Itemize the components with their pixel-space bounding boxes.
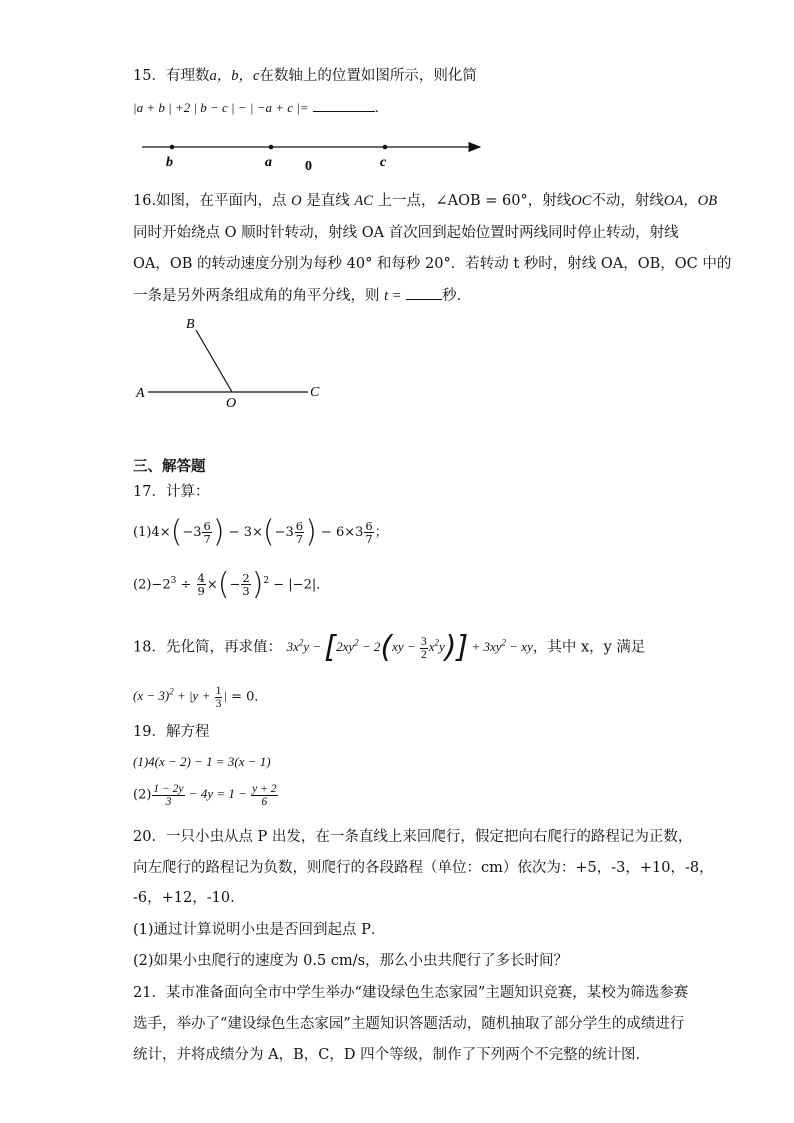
q19-title: 19．解方程 <box>133 724 210 740</box>
q17-part2: $(2)-2^3$ ÷ $\frac{4}{9}$ ×(− $\frac{2}{3}$ )$^2$ − |−2|． <box>133 566 330 602</box>
q16-line3: OA，OB 的转动速度分别为每秒 40° 和每秒 20°．若转动 t 秒时，射线 OA，OB，OC 中的 <box>133 256 732 272</box>
label-o: O <box>226 396 237 411</box>
q16-line1: 16.如图，在平面内，点 O 是直线 AC 上一点，∠AOB = 60°，射线OC不动，射线OA，OB <box>133 193 718 209</box>
point-c <box>383 145 388 150</box>
section-heading: 三、解答题 <box>133 458 206 475</box>
q18-line1: 18．先化简，再求值： $3x^2y - [2xy^2 - 2(xy$ − $\frac{3}{2}$ $x^2y)] + 3xy^2$ − xy，其中 x，y 满足 <box>133 630 646 666</box>
answer-blank[interactable] <box>313 111 375 112</box>
q15-title: 15．有理数a，b，c在数轴上的位置如图所示，则化简 <box>133 68 477 84</box>
label-c: c <box>380 155 387 170</box>
point-b <box>170 145 175 150</box>
answer-blank[interactable] <box>406 299 442 300</box>
label-b: b <box>166 155 173 170</box>
q20-line2: 向左爬行的路程记为负数，则爬行的各段路程（单位：cm）依次为：+5，-3，+10，-8， <box>133 860 714 876</box>
q21-line1: 21．某市准备面向全市中学生举办“建设绿色生态家园”主题知识竞赛，某校为筛选参赛 <box>133 985 689 1001</box>
point-a <box>269 145 274 150</box>
q21-line3: 统计，并将成绩分为 A，B，C，D 四个等级，制作了下列两个不完整的统计图． <box>133 1047 651 1063</box>
label-a: A <box>136 386 145 401</box>
q15-expression: |a + b | +2 | b − c | − | −a + c |= . <box>133 100 379 116</box>
q20-line3: -6，+12，-10. <box>133 890 235 906</box>
ray-ob <box>196 330 232 392</box>
label-b: B <box>186 317 195 332</box>
q19-part1: (1)4(x − 2) − 1 = 3(x − 1) <box>133 754 271 769</box>
angle-figure <box>0 315 794 415</box>
number-line-figure <box>0 132 794 182</box>
q20-sub1: (1)通过计算说明小虫是否回到起点 P． <box>133 922 386 938</box>
q16-line4: 一条是另外两条组成角的角平分线，则 t = 秒． <box>133 288 472 304</box>
q20-sub2: (2)如果小虫爬行的速度为 0.5 cm/s，那么小虫共爬行了多长时间？ <box>133 953 569 969</box>
q21-line2: 选手，举办了“建设绿色生态家园”主题知识答题活动，随机抽取了部分学生的成绩进行 <box>133 1016 685 1032</box>
label-zero: 0 <box>305 159 312 174</box>
q17-title: 17．计算： <box>133 484 210 500</box>
q18-line2: $(x - 3)^2 + |y$ + $\frac{1}{3}$ | = 0． <box>133 684 268 710</box>
q16-line2: 同时开始绕点 O 顺时针转动，射线 OA 首次回到起始位置时两线同时停止转动，射线 <box>133 225 679 241</box>
q20-line1: 20．一只小虫从点 P 出发，在一条直线上来回爬行，假定把向右爬行的路程记为正数， <box>133 829 693 845</box>
label-c: C <box>310 385 320 400</box>
q17-part1: (1)4×(−3 $\frac{6}{7}$ ) − 3×(−3 $\frac{6}{7}$ ) − 6×3 $\frac{6}{7}$ ； <box>133 514 388 550</box>
q19-part2: (2) $\frac{1 - 2y}{3}$ − 4y = 1 − $\frac{y + 2}{6}$ <box>133 783 277 808</box>
label-a: a <box>265 155 272 170</box>
